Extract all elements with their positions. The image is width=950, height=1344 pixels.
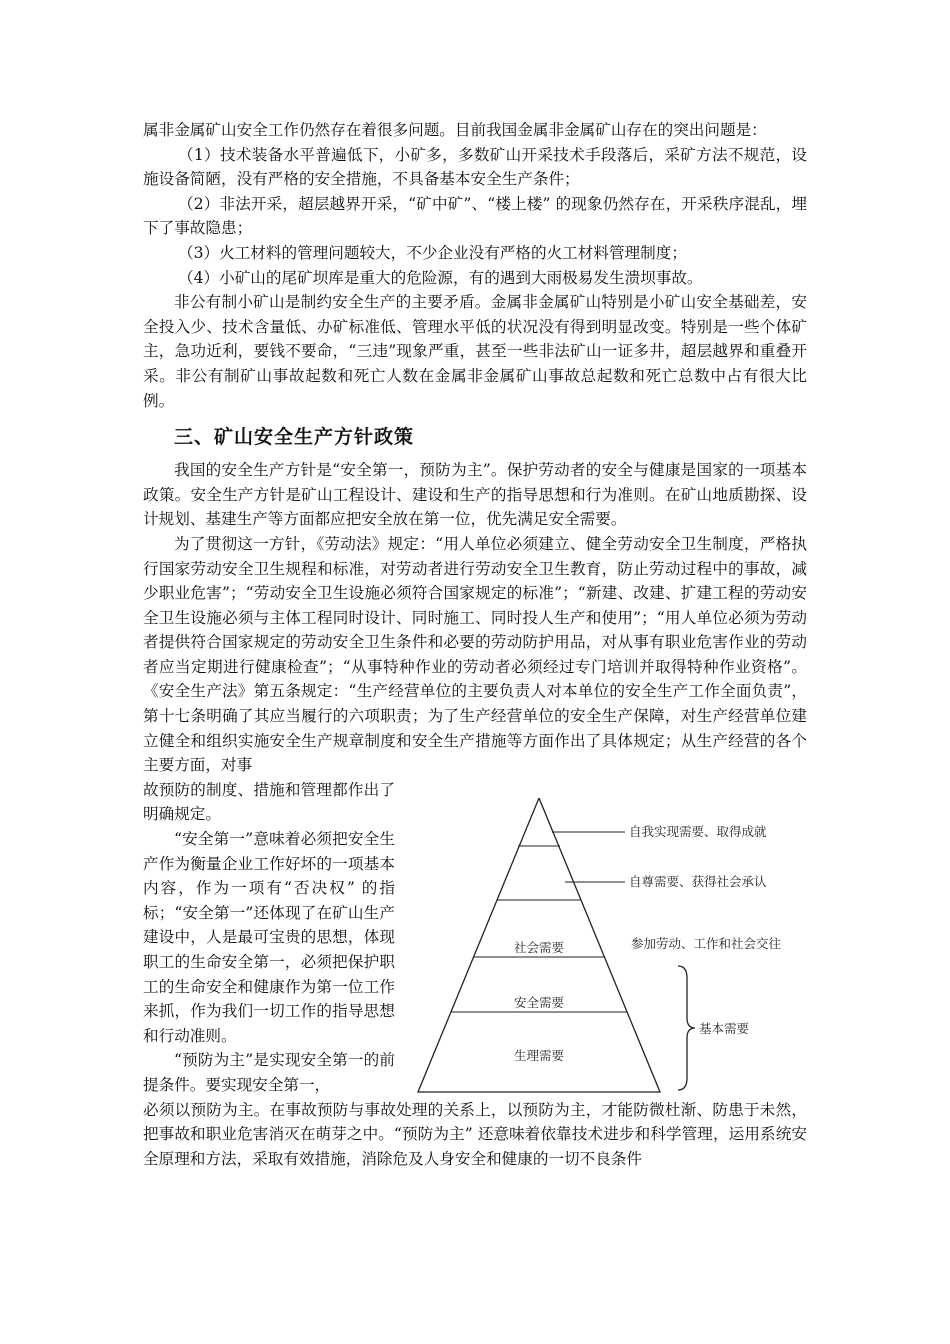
section-heading: 三、矿山安全生产方针政策 [174, 426, 415, 449]
paragraph: “安全第一”意味着必须把安全生产作为衡量企业工作好坏的一项基本内容，作为一项有“否决权” 的指标；“安全第一”还体现了在矿山生产建设中，人是最可宝贵的思想，体现职工的生命安全第一，必须把保护职工的生命安全和健康作为第一位工作来抓，作为我们一切工作的指导思想和行动准则。 [143, 830, 395, 1045]
callout-esteem: 自尊需要、获得社会承认 [629, 873, 767, 889]
brace-icon [678, 966, 695, 1090]
pyramid-diagram [413, 798, 813, 1113]
tier-label-physiological: 生理需要 [513, 1047, 565, 1063]
paragraph: （3）火工材料的管理问题较大，不少企业没有严格的火工材料管理制度； [178, 243, 687, 262]
paragraph: 故预防的制度、措施和管理都作出了明确规定。 [143, 780, 395, 824]
wrapped-text-column [143, 778, 395, 1098]
paragraph: 非公有制小矿山是制约安全生产的主要矛盾。金属非金属矿山特别是小矿山安全基础差，安全投入少、技术含量低、办矿标准低、管理水平低的状况没有得到明显改变。特别是一些个体矿主，急功近利，要钱不要命，“三违”现象严重，甚至一些非法矿山一证多井，超层越界和重叠开采。非公有制矿山事故起数和死亡人数在金属非金属矿山事故总起数和死亡总数中占有很大比例。 [143, 293, 807, 410]
paragraph: 为了贯彻这一方针，《劳动法》规定：“用人单位必须建立、健全劳动安全卫生制度，严格执行国家劳动安全卫生规程和标准，对劳动者进行劳动安全卫生教育，防止劳动过程中的事故，减少职业危害”；“劳动安全卫生设施必须符合国家规定的标准”；“新建、改建、扩建工程的劳动安全卫生设施必须与主体工程同时设计、同时施工、同时投人生产和使用”；“用人单位必须为劳动者提供符合国家规定的劳动安全卫生条件和必要的劳动防护用品，对从事有职业危害作业的劳动者应当定期进行健康检查”；“从事特种作业的劳动者必须经过专门培训并取得特种作业资格”。《安全生产法》第五条规定：“生产经营单位的主要负责人对本单位的安全生产工作全面负责”，第十七条明确了其应当履行的六项职责；为了生产经营单位的安全生产保障，对生产经营单位建立健全和组织实施安全生产规章制度和安全生产措施等方面作出了具体规定；从生产经营的各个主要方面，对事 [143, 534, 807, 775]
paragraph: 属非金属矿山安全工作仍然存在着很多问题。目前我国金属非金属矿山存在的突出问题是： [143, 121, 767, 139]
paragraph: （2）非法开采，超层越界开采，“矿中矿”、“楼上楼” 的现象仍然存在，开采秩序混乱，埋下了事故隐患； [143, 194, 807, 238]
paragraph: “预防为主”是实现安全第一的前提条件。要实现安全第一， [143, 1051, 395, 1094]
document-page [143, 118, 807, 1171]
tier-label-social: 社会需要 [513, 939, 565, 955]
callout-self-actualization: 自我实现需要、取得成就 [629, 823, 767, 839]
callout-social: 参加劳动、工作和社会交往 [631, 935, 782, 951]
text-figure-wrap [143, 778, 807, 1098]
brace-label: 基本需要 [699, 1020, 750, 1036]
paragraph: （1）技术装备水平普遍低下，小矿多，多数矿山开采技术手段落后，采矿方法不规范，设施设备简陋，没有严格的安全措施，不具备基本安全生产条件； [143, 145, 807, 189]
paragraph: （4）小矿山的尾矿坝库是重大的危险源，有的遇到大雨极易发生溃坝事故。 [178, 268, 703, 287]
hierarchy-pyramid-figure [413, 798, 813, 1113]
paragraph: 必须以预防为主。在事故预防与事故处理的关系上，以预防为主，才能防微杜渐、防患于未然，把事故和职业危害消灭在萌芽之中。“预防为主” 还意味着依靠技术进步和科学管理，运用系统安全原理和方法，采取有效措施，消除危及人身安全和健康的一切不良条件 [143, 1100, 807, 1168]
paragraph: 我国的安全生产方针是“安全第一，预防为主”。保护劳动者的安全与健康是国家的一项基本政策。安全生产方针是矿山工程设计、建设和生产的指导思想和行为准则。在矿山地质勘探、设计规划、基建生产等方面都应把安全放在第一位，优先满足安全需要。 [143, 461, 807, 529]
tier-label-safety: 安全需要 [513, 994, 565, 1010]
